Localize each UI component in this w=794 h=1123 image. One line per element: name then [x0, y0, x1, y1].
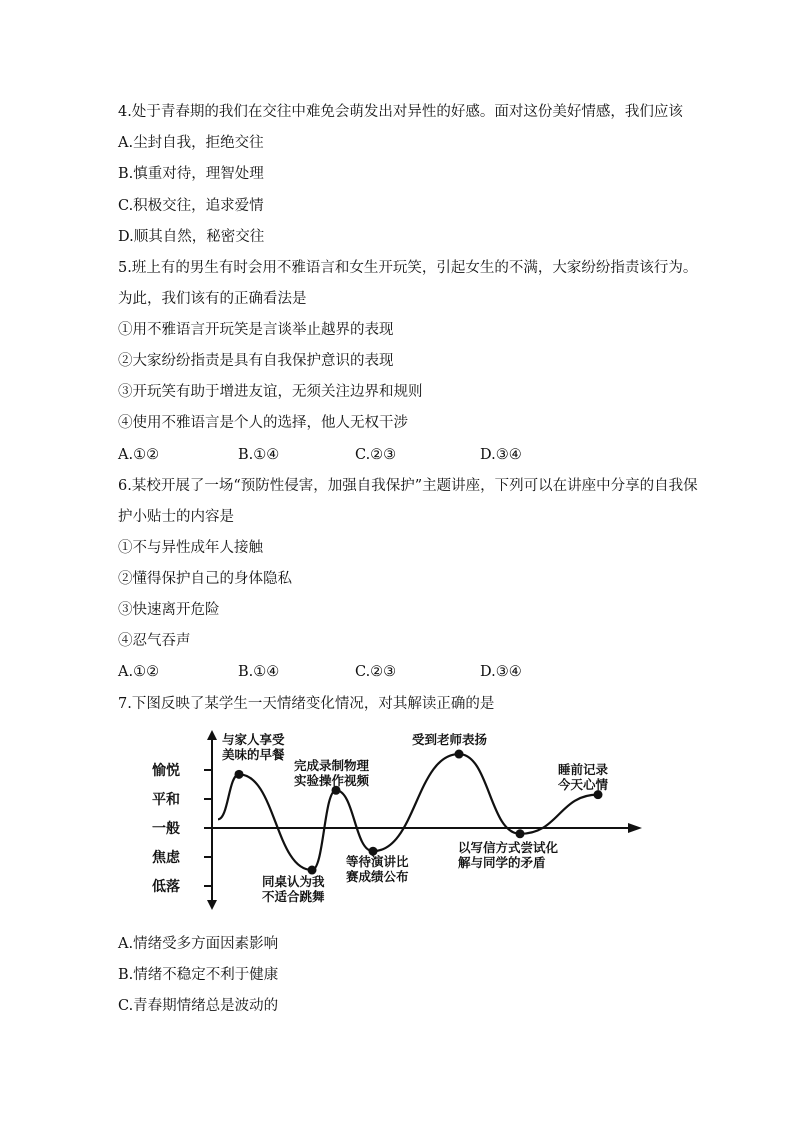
- event-label: 美味的早餐: [222, 747, 285, 762]
- event-label: 完成录制物理: [294, 758, 370, 773]
- q7-option-a: A.情绪受多方面因素影响: [118, 936, 279, 952]
- q4-option-b: B.慎重对待，理智处理: [118, 166, 264, 182]
- q6-option-b: B.①④: [238, 664, 280, 680]
- y-axis-arrow-up: [207, 730, 217, 740]
- q6-stem-line1: 6.某校开展了一场“预防性侵害，加强自我保护”主题讲座，下列可以在讲座中分享的自我保: [118, 478, 698, 494]
- q7-option-c: C.青春期情绪总是波动的: [118, 998, 279, 1014]
- y-level-label: 焦虑: [152, 850, 180, 866]
- q6-statement-4: ④忍气吞声: [118, 633, 191, 649]
- q7-stem: 7.下图反映了某学生一天情绪变化情况，对其解读正确的是: [118, 696, 495, 712]
- q5-statement-4: ④使用不雅语言是个人的选择，他人无权干涉: [118, 415, 408, 431]
- q6-stem-line2: 护小贴士的内容是: [118, 509, 234, 525]
- event-label: 解与同学的矛盾: [458, 855, 546, 870]
- x-axis-arrow: [628, 823, 642, 833]
- event-label: 赛成绩公布: [346, 869, 409, 884]
- q6-statement-1: ①不与异性成年人接触: [118, 540, 263, 556]
- event-label: 等待演讲比: [346, 854, 409, 869]
- q5-option-d: D.③④: [480, 447, 522, 463]
- q5-statement-1: ①用不雅语言开玩笑是言谈举止越界的表现: [118, 322, 394, 338]
- event-label: 不适合跳舞: [262, 889, 325, 904]
- q4-option-c: C.积极交往，追求爱情: [118, 198, 264, 214]
- q5-option-c: C.②③: [355, 447, 397, 463]
- q5-stem-line1: 5.班上有的男生有时会用不雅语言和女生开玩笑，引起女生的不满，大家纷纷指责该行为。: [118, 260, 698, 276]
- q6-statement-3: ③快速离开危险: [118, 602, 220, 618]
- q4-option-a: A.尘封自我，拒绝交往: [118, 135, 264, 151]
- y-level-label: 一般: [152, 821, 180, 837]
- q5-statement-3: ③开玩笑有助于增进友谊，无须关注边界和规则: [118, 384, 423, 400]
- q6-statement-2: ②懂得保护自己的身体隐私: [118, 571, 292, 587]
- y-level-label: 低落: [152, 879, 180, 895]
- q4-stem: 4.处于青春期的我们在交往中难免会萌发出对异性的好感。面对这份美好情感，我们应该: [118, 104, 683, 120]
- y-level-label: 愉悦: [152, 763, 180, 779]
- event-label: 以写信方式尝试化: [458, 840, 559, 855]
- event-label: 睡前记录: [558, 762, 609, 777]
- event-label: 受到老师表扬: [412, 732, 488, 747]
- event-labels: [222, 732, 609, 904]
- event-point: [455, 750, 464, 759]
- q6-option-c: C.②③: [355, 664, 397, 680]
- q4-option-d: D.顺其自然，秘密交往: [118, 229, 265, 245]
- q6-option-a: A.①②: [118, 664, 160, 680]
- y-axis-arrow-down: [207, 900, 217, 910]
- event-label: 同桌认为我: [262, 874, 325, 889]
- event-label: 实验操作视频: [294, 773, 370, 788]
- event-label: 今天心情: [558, 777, 609, 792]
- q7-option-b: B.情绪不稳定不利于健康: [118, 967, 279, 983]
- q5-option-b: B.①④: [238, 447, 280, 463]
- mood-chart: [150, 728, 650, 918]
- event-point: [516, 829, 525, 838]
- q5-statement-2: ②大家纷纷指责是具有自我保护意识的表现: [118, 353, 394, 369]
- event-label: 与家人享受: [222, 732, 285, 747]
- y-level-labels: [151, 762, 212, 895]
- q5-option-a: A.①②: [118, 447, 160, 463]
- event-point: [235, 770, 244, 779]
- y-level-label: 平和: [152, 792, 180, 808]
- q6-option-d: D.③④: [480, 664, 522, 680]
- q5-stem-line2: 为此，我们该有的正确看法是: [118, 291, 307, 307]
